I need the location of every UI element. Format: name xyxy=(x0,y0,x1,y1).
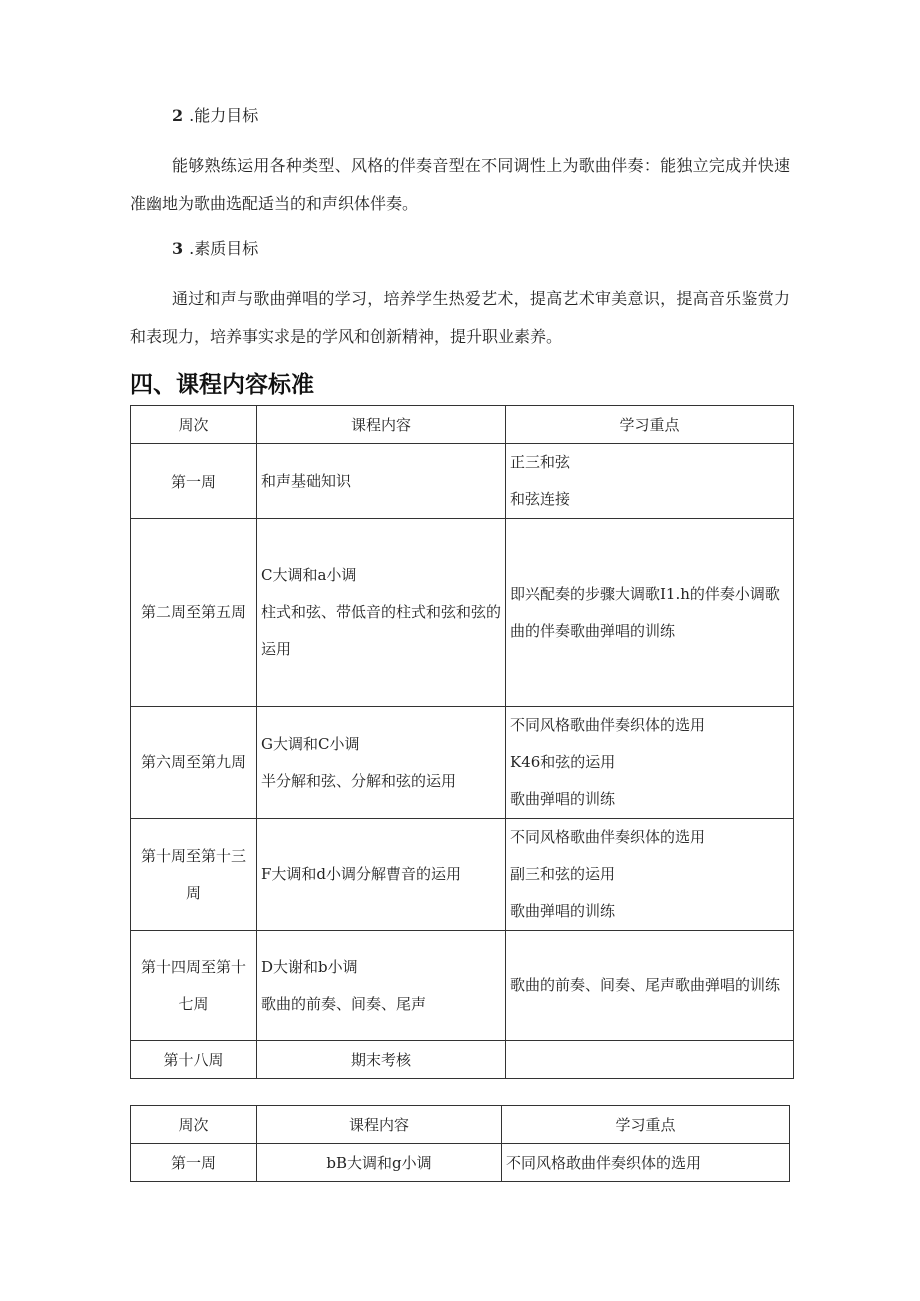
row-content xyxy=(257,1144,502,1182)
section-2-paragraph: 能够熟练运用各种类型、风格的伴奏音型在不同调性上为歌曲伴奏：能独立完成并快速准幽地为歌曲选配适当的和声织体伴奏。 xyxy=(130,156,790,213)
table-row xyxy=(131,819,794,931)
row-week: 第二周至第五周 xyxy=(131,519,257,707)
section-2-heading xyxy=(172,103,258,126)
focus-line: 即兴配奏的步骤大调歌I1.h的伴奏小调歌曲的伴奏歌曲弹唱的训练 xyxy=(510,584,780,640)
focus-line: 不同风格歌曲伴奏织体的选用 xyxy=(510,828,706,846)
focus-line: 副三和弦的运用 xyxy=(510,865,616,883)
content-line: D大谢和b小调 xyxy=(261,957,358,976)
section-3-number: 3 xyxy=(172,239,184,258)
row-content xyxy=(257,819,506,931)
header-focus: 学习重点 xyxy=(506,406,794,444)
row-week: 第六周至第九周 xyxy=(131,707,257,819)
focus-line: 不同风格敢曲伴奏织体的选用 xyxy=(506,1154,702,1172)
content-line: 歌曲的前奏、间奏、尾声 xyxy=(261,994,427,1013)
row-focus xyxy=(506,819,794,931)
row-focus xyxy=(502,1144,790,1182)
row-content xyxy=(257,1041,506,1079)
focus-line: K46和弦的运用 xyxy=(510,753,616,771)
row-week: 第十周至第十三周 xyxy=(131,819,257,931)
header-content: 课程内容 xyxy=(257,406,506,444)
header-week: 周次 xyxy=(131,1106,257,1144)
content-line: G大调和C小调 xyxy=(261,734,360,753)
row-week: 第一周 xyxy=(131,444,257,519)
header-focus: 学习重点 xyxy=(502,1106,790,1144)
section-4-title: 四、课程内容标准 xyxy=(130,372,314,398)
row-focus xyxy=(506,444,794,519)
table-row xyxy=(131,1144,790,1182)
content-line: F大调和d小调分解曹音的运用 xyxy=(261,865,462,883)
row-content xyxy=(257,444,506,519)
row-focus xyxy=(506,1041,794,1079)
focus-line: 歌曲弹唱的训练 xyxy=(510,902,616,920)
content-line: C大调和a小调 xyxy=(261,566,357,584)
table-row xyxy=(131,444,794,519)
content-line: 半分解和弦、分解和弦的运用 xyxy=(261,771,457,790)
row-focus xyxy=(506,707,794,819)
row-week: 第十八周 xyxy=(131,1041,257,1079)
table-header-row xyxy=(131,1106,790,1144)
table-row xyxy=(131,1041,794,1079)
header-week: 周次 xyxy=(131,406,257,444)
header-content: 课程内容 xyxy=(257,1106,502,1144)
section-3-title: .素质目标 xyxy=(189,239,259,258)
focus-line: 正三和弦 xyxy=(510,453,571,471)
content-line: bB大调和g小调 xyxy=(326,1154,432,1172)
course-content-table-continued xyxy=(130,1105,790,1182)
content-line: 期末考核 xyxy=(350,1051,411,1069)
row-week: 第十四周至第十七周 xyxy=(131,931,257,1041)
section-2-title: .能力目标 xyxy=(189,106,259,125)
focus-line: 歌曲弹唱的训练 xyxy=(510,790,616,808)
row-content xyxy=(257,931,506,1041)
content-line: 和声基础知识 xyxy=(261,471,352,490)
section-3-paragraph: 通过和声与歌曲弹唱的学习，培养学生热爱艺术，提高艺术审美意识，提高音乐鉴赏力和表现力，培养事实求是的学风和创新精神，提升职业素养。 xyxy=(130,289,790,346)
focus-line: 和弦连接 xyxy=(510,490,571,508)
table-row xyxy=(131,519,794,707)
focus-line: 不同风格歌曲伴奏织体的选用 xyxy=(510,716,706,734)
content-line: 柱式和弦、带低音的柱式和弦和弦的运用 xyxy=(261,603,502,658)
row-focus xyxy=(506,519,794,707)
row-content xyxy=(257,707,506,819)
table-header-row xyxy=(131,406,794,444)
table-row xyxy=(131,931,794,1041)
section-3-heading xyxy=(172,236,258,259)
table-row xyxy=(131,707,794,819)
focus-line: 歌曲的前奏、间奏、尾声歌曲弹唱的训练 xyxy=(510,976,781,994)
row-focus xyxy=(506,931,794,1041)
row-content xyxy=(257,519,506,707)
course-content-table xyxy=(130,405,794,1079)
row-week: 第一周 xyxy=(131,1144,257,1182)
section-2-number: 2 xyxy=(172,106,184,125)
